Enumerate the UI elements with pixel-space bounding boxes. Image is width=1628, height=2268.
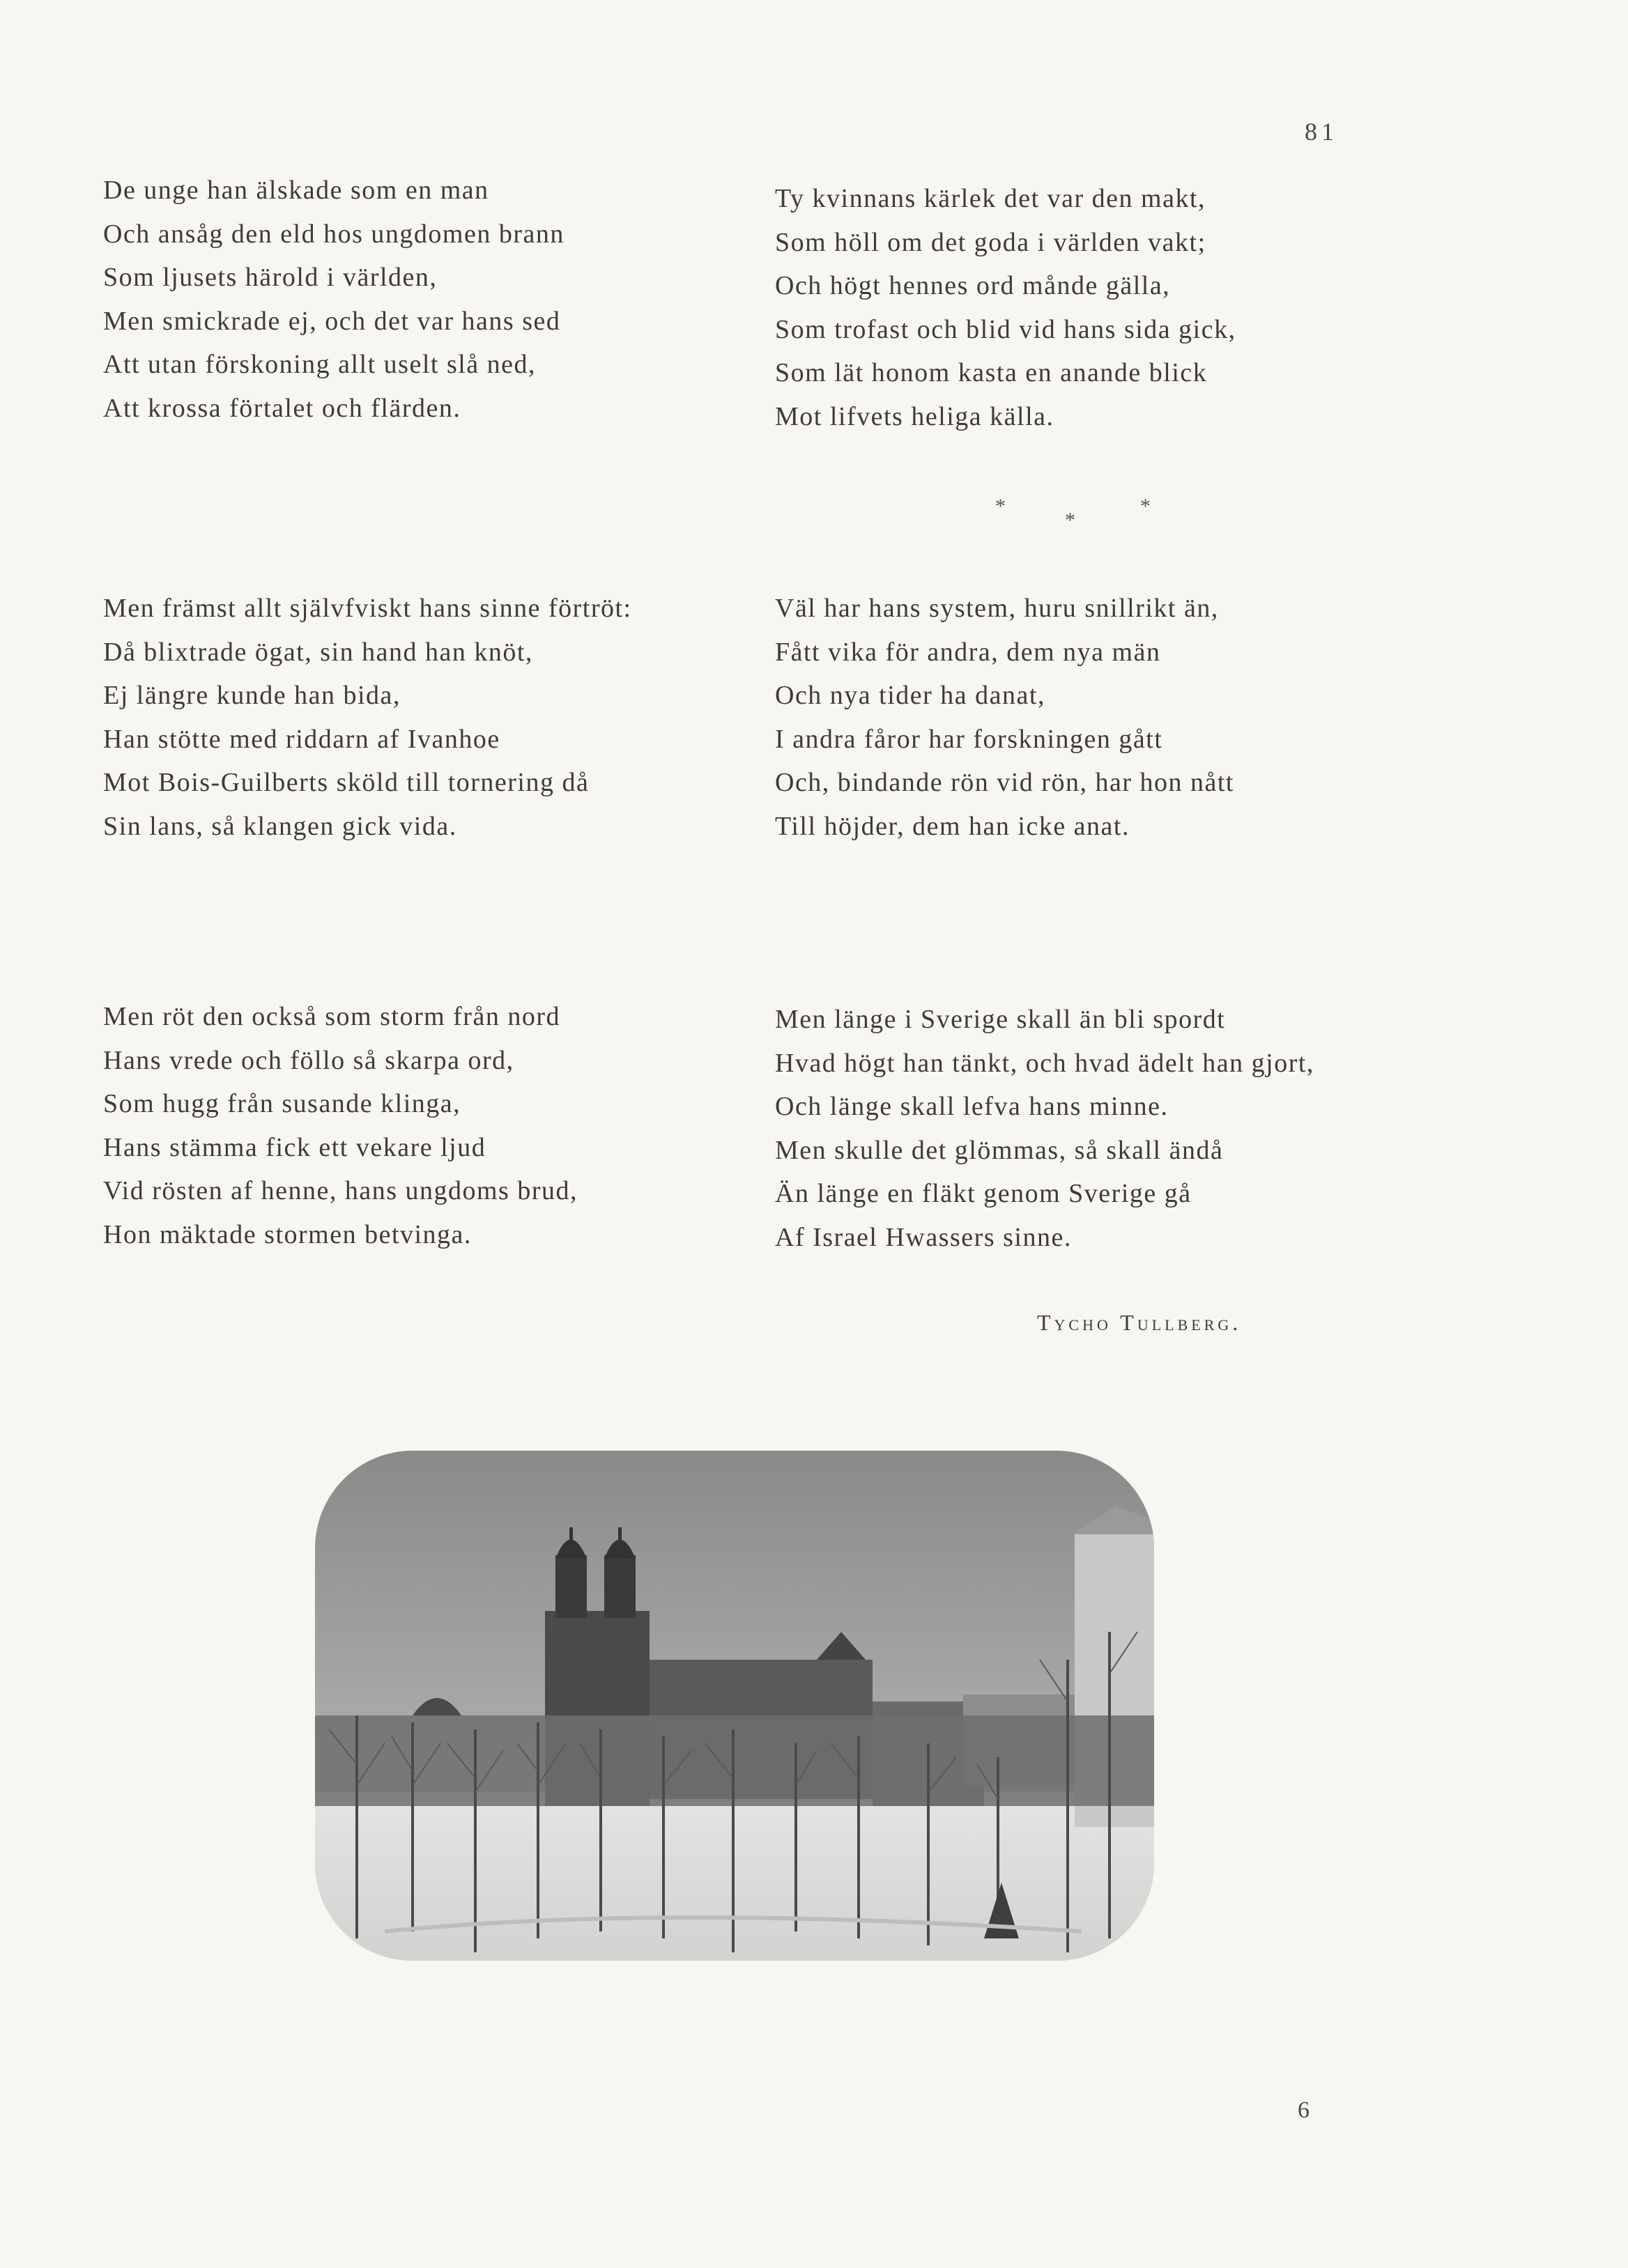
verse-line: Hvad högt han tänkt, och hvad ädelt han gjort, bbox=[775, 1048, 1314, 1078]
verse-line: Som hugg från susande klinga, bbox=[103, 1089, 461, 1118]
cathedral-photo bbox=[315, 1451, 1154, 1961]
verse-line: Mot Bois-Guilberts sköld till tornering då bbox=[103, 768, 590, 797]
verse-line: Att utan förskoning allt uselt slå ned, bbox=[103, 350, 537, 379]
verse-line: Sin lans, så klangen gick vida. bbox=[103, 811, 457, 841]
verse-line: Som ljusets härold i världen, bbox=[103, 263, 438, 292]
asterism-star: * bbox=[1140, 495, 1151, 518]
verse-line: Han stötte med riddarn af Ivanhoe bbox=[103, 724, 500, 754]
verse-line: Som höll om det goda i världen vakt; bbox=[775, 227, 1206, 257]
verse-line: Att krossa förtalet och flärden. bbox=[103, 393, 461, 423]
page-number-bottom: 6 bbox=[1298, 2097, 1310, 2123]
verse-line: Ej längre kunde han bida, bbox=[103, 681, 401, 710]
verse-line: Hans stämma fick ett vekare ljud bbox=[103, 1132, 486, 1162]
verse-line: I andra fåror har forskningen gått bbox=[775, 724, 1163, 754]
author-signature: Tycho Tullberg. bbox=[1037, 1310, 1242, 1335]
verse-line: Af Israel Hwassers sinne. bbox=[775, 1222, 1072, 1252]
page-number-top: 81 bbox=[1305, 118, 1338, 146]
verse-line: Men smickrade ej, och det var hans sed bbox=[103, 306, 561, 336]
verse-line: Hon mäktade stormen betvinga. bbox=[103, 1219, 472, 1249]
verse-line: Mot lifvets heliga källa. bbox=[775, 401, 1054, 431]
verse-line: Och länge skall lefva hans minne. bbox=[775, 1092, 1169, 1121]
verse-line: Ty kvinnans kärlek det var den makt, bbox=[775, 184, 1206, 213]
stanza-right-1 bbox=[775, 177, 1236, 438]
stanza-right-3 bbox=[775, 998, 1314, 1259]
stanza-left-3 bbox=[103, 995, 578, 1256]
verse-line: Hans vrede och föllo så skarpa ord, bbox=[103, 1045, 514, 1075]
asterism-star: * bbox=[995, 495, 1006, 518]
verse-line: Än länge en fläkt genom Sverige gå bbox=[775, 1179, 1192, 1208]
verse-line: Till höjder, dem han icke anat. bbox=[775, 811, 1130, 841]
asterism-star: * bbox=[1065, 509, 1075, 532]
stanza-left-2 bbox=[103, 587, 632, 848]
verse-line: Men skulle det glömmas, så skall ändå bbox=[775, 1135, 1224, 1165]
verse-line: Vid rösten af henne, hans ungdoms brud, bbox=[103, 1176, 578, 1205]
verse-line: Väl har hans system, huru snillrikt än, bbox=[775, 594, 1219, 623]
stanza-right-2 bbox=[775, 587, 1234, 848]
verse-line: Men länge i Sverige skall än bli spordt bbox=[775, 1005, 1226, 1034]
verse-line: De unge han älskade som en man bbox=[103, 176, 489, 205]
stanza-left-1 bbox=[103, 169, 565, 430]
verse-line: Men röt den också som storm från nord bbox=[103, 1002, 560, 1031]
verse-line: Och nya tider ha danat, bbox=[775, 681, 1045, 710]
verse-line: Då blixtrade ögat, sin hand han knöt, bbox=[103, 637, 533, 667]
verse-line: Och, bindande rön vid rön, har hon nått bbox=[775, 768, 1234, 797]
verse-line: Och högt hennes ord månde gälla, bbox=[775, 271, 1171, 300]
verse-line: Fått vika för andra, dem nya män bbox=[775, 637, 1161, 667]
verse-line: Men främst allt självfviskt hans sinne förtröt: bbox=[103, 594, 632, 623]
verse-line: Som trofast och blid vid hans sida gick, bbox=[775, 314, 1236, 344]
verse-line: Och ansåg den eld hos ungdomen brann bbox=[103, 219, 565, 249]
verse-line: Som lät honom kasta en anande blick bbox=[775, 358, 1208, 387]
